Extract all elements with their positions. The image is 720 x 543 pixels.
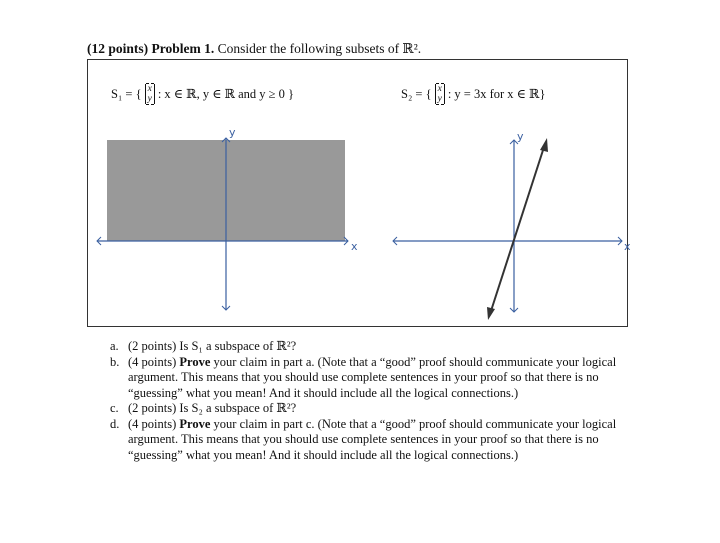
s1-vec-bottom: y [147, 94, 152, 104]
s2-condition: : y = 3x for x ∈ ℝ} [447, 87, 546, 101]
header-problem: Problem 1. [151, 41, 215, 56]
question-d [110, 417, 650, 464]
question-c [110, 401, 650, 417]
s1-vec-top: x [147, 84, 152, 94]
s2-name: S₂ = { [401, 86, 432, 101]
s2-vec-top: x [437, 84, 442, 94]
question-body: your claim in part a. (Note that a “good” proof should communicate your logical argument. This means that you should use complete sentences in your proof so that there is no “guessing” what you mean! And it should include all the logical connections.) [128, 354, 617, 400]
s1-x-label: x [351, 240, 358, 253]
s2-line [490, 144, 545, 314]
question-body: Is S₁ a subspace of ℝ²? [179, 339, 297, 353]
s1-name: S₁ = { [111, 86, 142, 101]
question-label: c. [110, 401, 119, 415]
s1-y-label: y [229, 126, 236, 139]
s2-line-bottom-arrow [487, 307, 495, 320]
question-points: (4 points) [128, 354, 177, 369]
s2-line-top-arrow [540, 138, 548, 152]
question-label: d. [110, 416, 120, 431]
s1-condition: : x ∈ ℝ, y ∈ ℝ and y ≥ 0 } [157, 87, 294, 101]
question-points: (2 points) [128, 339, 177, 353]
s2-y-label: y [517, 130, 524, 143]
question-list [110, 339, 650, 463]
question-text [128, 417, 650, 464]
header-points: (12 points) [87, 41, 149, 56]
question-text [128, 355, 650, 402]
question-label: a. [110, 339, 119, 353]
question-bold: Prove [179, 354, 211, 369]
s2-vec-bottom: y [437, 94, 442, 104]
question-text [128, 401, 650, 417]
question-b [110, 355, 650, 402]
question-body: your claim in part c. (Note that a “good” proof should communicate your logical argument. This means that you should use complete sentences in your proof so that there is no “guessing” what you mean! And it should include all the logical connections.) [128, 416, 617, 462]
question-a [110, 339, 650, 355]
header-text: Consider the following subsets of ℝ². [217, 41, 422, 56]
question-label: b. [110, 354, 120, 369]
s2-x-label: x [624, 240, 631, 253]
question-text [128, 339, 650, 355]
question-bold: Prove [179, 416, 211, 431]
question-points: (4 points) [128, 416, 177, 431]
question-points: (2 points) [128, 401, 177, 415]
question-body: Is S₂ a subspace of ℝ²? [179, 401, 297, 415]
